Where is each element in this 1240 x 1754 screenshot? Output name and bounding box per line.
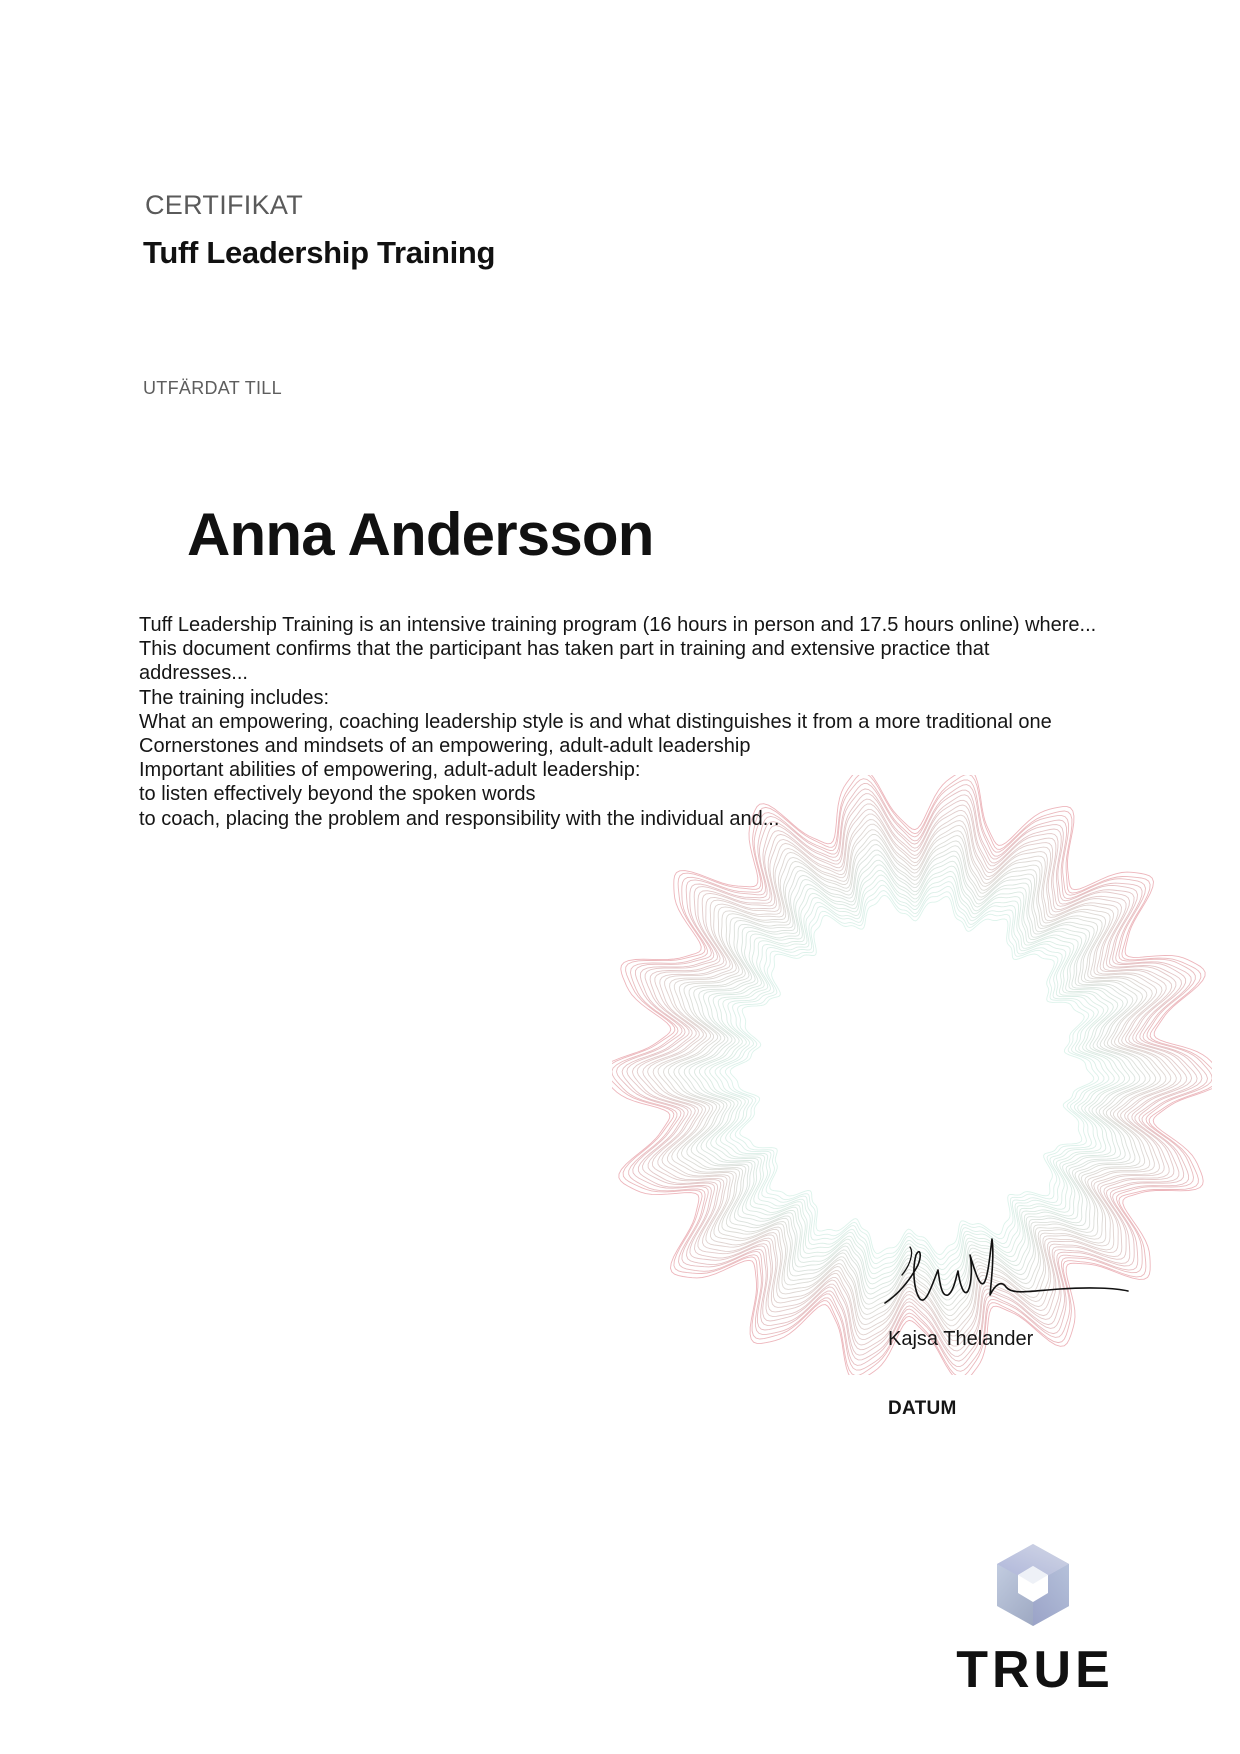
course-description: [139, 613, 1149, 831]
recipient-name: Anna Andersson: [187, 501, 654, 568]
handwritten-signature: [880, 1225, 1130, 1315]
certificate-label: CERTIFIKAT: [145, 190, 304, 220]
logo-wordmark: TRUE: [956, 1641, 1114, 1699]
description-line: addresses...: [139, 662, 248, 685]
description-line: Important abilities of empowering, adult-adult leadership:: [139, 759, 641, 782]
description-line: What an empowering, coaching leadership style is and what distinguishes it from a more traditional one: [139, 710, 1052, 733]
rosette-ring: [699, 865, 1124, 1285]
description-line: The training includes:: [139, 686, 330, 709]
course-title: Tuff Leadership Training: [143, 235, 496, 270]
signer-name: Kajsa Thelander: [888, 1328, 1034, 1350]
issued-to-label: UTFÄRDAT TILL: [143, 378, 282, 398]
description-line: This document confirms that the participant has taken part in training and extensive practice that: [139, 638, 990, 661]
description-line: Tuff Leadership Training is an intensive training program (16 hours in person and 17.5 hours online) where...: [139, 614, 1097, 636]
date-label: DATUM: [888, 1398, 957, 1419]
description-line: to listen effectively beyond the spoken words: [139, 783, 536, 806]
description-line: to coach, placing the problem and responsibility with the individual and...: [139, 807, 780, 830]
true-logo: [950, 1540, 1120, 1715]
description-line: Cornerstones and mindsets of an empowering, adult-adult leadership: [139, 735, 751, 758]
rosette-ring: [720, 885, 1104, 1265]
cube-hexagon-logo-icon: [988, 1540, 1078, 1630]
